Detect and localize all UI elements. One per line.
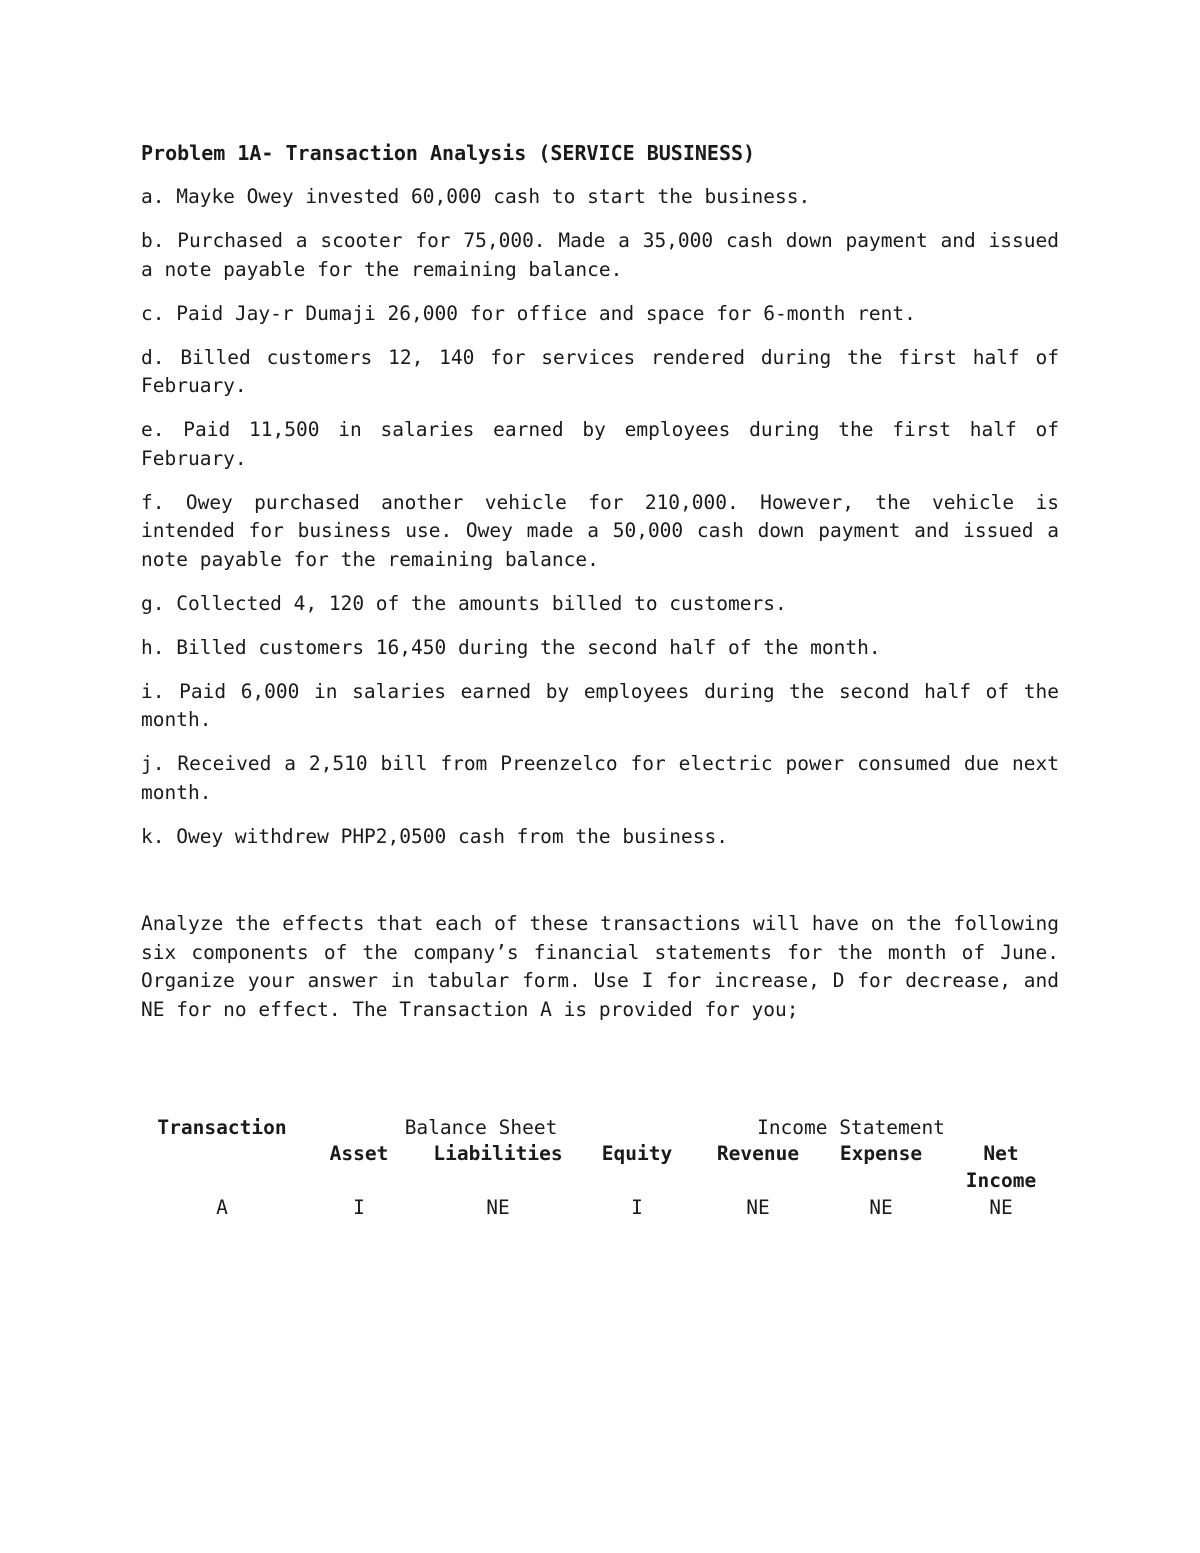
transaction-b: b. Purchased a scooter for 75,000. Made a 35,000 cash down payment and issued a note payable for the remaining balance. bbox=[141, 229, 1059, 281]
row-a-equity: I bbox=[631, 1196, 643, 1219]
transaction-f: f. Owey purchased another vehicle for 210,000. However, the vehicle is intended for business use. Owey made a 50,000 cash down payment and issued a note payable for the remaining balance. bbox=[141, 490, 1059, 571]
row-a-expense: NE bbox=[869, 1196, 893, 1219]
asset-column-header: Asset bbox=[329, 1142, 389, 1165]
row-a-asset: I bbox=[353, 1196, 365, 1219]
transaction-d: d. Billed customers 12, 140 for services rendered during the first half of February. bbox=[141, 345, 1059, 397]
net-income-column-header-line1: Net bbox=[983, 1142, 1019, 1165]
revenue-column-header: Revenue bbox=[716, 1142, 800, 1165]
transaction-e: e. Paid 11,500 in salaries earned by employees during the first half of February. bbox=[141, 418, 1059, 470]
row-a-net-income: NE bbox=[989, 1196, 1013, 1219]
document-body bbox=[141, 138, 1059, 1024]
transaction-i: i. Paid 6,000 in salaries earned by employees during the second half of the month. bbox=[141, 679, 1059, 731]
expense-column-header: Expense bbox=[839, 1142, 923, 1165]
balance-sheet-header: Balance Sheet bbox=[404, 1116, 558, 1139]
liabilities-column-header: Liabilities bbox=[433, 1142, 563, 1165]
transaction-g: g. Collected 4, 120 of the amounts billed to customers. bbox=[141, 591, 787, 615]
row-a-revenue: NE bbox=[746, 1196, 770, 1219]
transaction-j: j. Received a 2,510 bill from Preenzelco for electric power consumed due next month. bbox=[141, 752, 1059, 804]
transaction-h: h. Billed customers 16,450 during the second half of the month. bbox=[141, 635, 881, 659]
effects-table bbox=[141, 1115, 1059, 1230]
equity-column-header: Equity bbox=[601, 1142, 673, 1165]
net-income-column-header-line2: Income bbox=[965, 1169, 1037, 1192]
transaction-a: a. Mayke Owey invested 60,000 cash to start the business. bbox=[141, 185, 811, 208]
transaction-c: c. Paid Jay-r Dumaji 26,000 for office and space for 6-month rent. bbox=[141, 301, 916, 325]
row-a-liabilities: NE bbox=[486, 1196, 510, 1219]
problem-title: Problem 1A- Transaction Analysis (SERVICE BUSINESS) bbox=[141, 141, 756, 165]
income-statement-header: Income Statement bbox=[757, 1116, 945, 1139]
transaction-k: k. Owey withdrew PHP2,0500 cash from the business. bbox=[141, 824, 728, 848]
analysis-instructions: Analyze the effects that each of these transactions will have on the following six components of the company’s financial statements for the month of June. Organize your answer in tabular form. Use I for increase, D for decrease, and NE for no effect. The Transaction A is provided for you; bbox=[141, 912, 1059, 1021]
transaction-column-header: Transaction bbox=[157, 1116, 287, 1139]
row-a-transaction: A bbox=[216, 1196, 228, 1219]
